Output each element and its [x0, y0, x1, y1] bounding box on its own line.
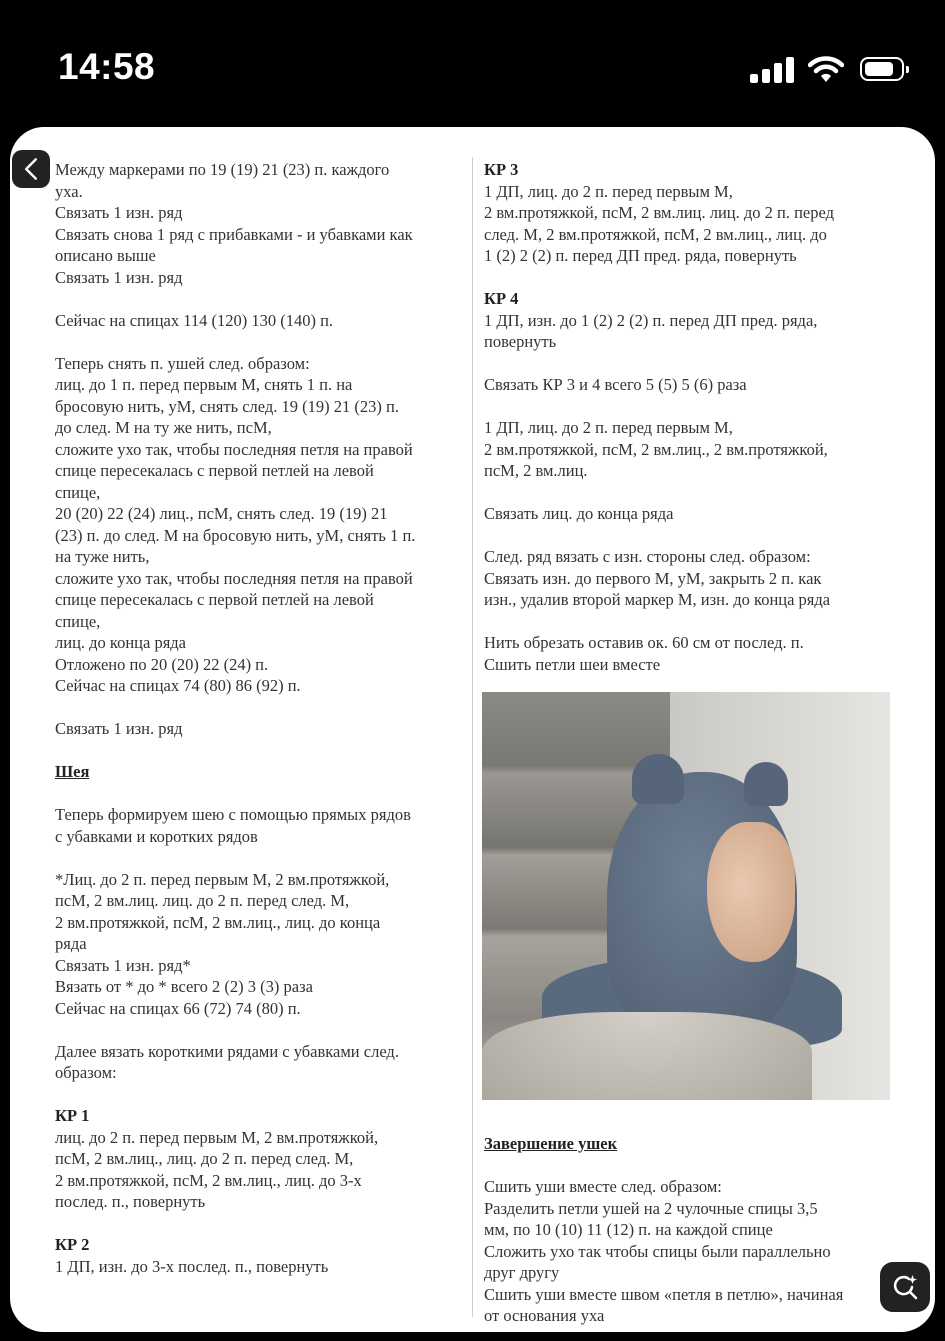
text-line: изн., удалив второй маркер М, изн. до конца ряда — [484, 590, 831, 609]
text-line — [55, 847, 470, 869]
text-line: сложите ухо так, чтобы последняя петля на правой — [55, 568, 413, 588]
text-line: Сшить уши вместе швом «петля в петлю», начиная — [484, 1284, 844, 1304]
text-line: с убавками и коротких рядов — [55, 826, 258, 846]
text-line: Теперь снять п. ушей след. образом: — [55, 353, 310, 373]
text-line — [55, 740, 470, 762]
text-line — [55, 1019, 470, 1041]
text-line: лиц. до конца ряда — [55, 633, 187, 652]
visual-search-button[interactable] — [880, 1262, 930, 1312]
text-line: 2 вм.протяжкой, псМ, 2 вм.лиц., лиц. до 3-х — [55, 1170, 362, 1190]
text-line: псМ, 2 вм.лиц. — [484, 461, 588, 480]
section-heading: КР 1 — [55, 1106, 90, 1125]
text-line: Связать 1 изн. ряд* — [55, 955, 191, 975]
text-line: спице пересекалась с первой петлей на левой — [55, 461, 374, 480]
text-line: 1 ДП, изн. до 3-х послед. п., повернуть — [55, 1256, 329, 1276]
text-line: Связать КР 3 и 4 всего 5 (5) 5 (6) раза — [484, 375, 747, 394]
section-heading: Завершение ушек — [484, 1134, 618, 1153]
text-line: Отложено по 20 (20) 22 (24) п. — [55, 654, 269, 674]
text-line: 1 ДП, изн. до 1 (2) 2 (2) п. перед ДП пред. ряда, — [484, 310, 818, 330]
text-line — [484, 267, 904, 289]
document-viewer — [10, 127, 935, 1332]
text-line: друг другу — [484, 1263, 560, 1282]
text-line: Разделить петли ушей на 2 чулочные спицы 3,5 — [484, 1198, 818, 1218]
text-line: Между маркерами по 19 (19) 21 (23) п. каждого — [55, 160, 390, 179]
text-line: Сейчас на спицах 114 (120) 130 (140) п. — [55, 310, 334, 330]
text-line: 20 (20) 22 (24) лиц., псМ, снять след. 19 (19) 21 — [55, 504, 388, 523]
text-line: (23) п. до след. М на бросовую нить, уМ, снять 1 п. — [55, 525, 416, 545]
text-line — [484, 353, 904, 375]
text-line — [484, 1155, 904, 1177]
status-bar — [0, 0, 945, 125]
text-line: сложите ухо так, чтобы последняя петля на правой — [55, 439, 413, 459]
text-line: псМ, 2 вм.лиц., лиц. до 2 п. перед след. М, — [55, 1149, 354, 1168]
text-line: след. М, 2 вм.протяжкой, псМ, 2 вм.лиц., лиц. до — [484, 224, 827, 244]
text-line: Сложить ухо так чтобы спицы были параллельно — [484, 1241, 831, 1261]
text-line — [484, 525, 904, 547]
text-line: 1 (2) 2 (2) п. перед ДП пред. ряда, повернуть — [484, 246, 797, 265]
text-line: Связать 1 изн. ряд — [55, 203, 183, 222]
text-line: *Лиц. до 2 п. перед первым М, 2 вм.протяжкой, — [55, 869, 390, 889]
text-line — [55, 1213, 470, 1235]
text-line — [55, 1084, 470, 1106]
text-line: 1 ДП, лиц. до 2 п. перед первым М, — [484, 181, 733, 201]
text-line: Связать лиц. до конца ряда — [484, 504, 674, 523]
text-line: спице, — [55, 611, 101, 631]
text-line: описано выше — [55, 246, 156, 265]
text-line: Связать изн. до первого М, уМ, закрыть 2 п. как — [484, 568, 822, 588]
text-line: Сшить петли шеи вместе — [484, 654, 661, 674]
right-column-upper-text — [484, 159, 904, 675]
text-line: послед. п., повернуть — [55, 1192, 206, 1211]
section-heading: КР 3 — [484, 160, 519, 179]
text-line: Сейчас на спицах 66 (72) 74 (80) п. — [55, 998, 301, 1018]
left-column — [55, 159, 470, 1277]
child-in-knitted-hood-photo — [482, 692, 890, 1100]
status-time: 14:58 — [58, 46, 156, 87]
section-heading: КР 4 — [484, 289, 519, 308]
section-heading: Шея — [55, 762, 90, 781]
text-line: лиц. до 2 п. перед первым М, 2 вм.протяжкой, — [55, 1127, 379, 1147]
text-line: Далее вязать короткими рядами с убавками след. — [55, 1041, 399, 1061]
text-line: псМ, 2 вм.лиц. лиц. до 2 п. перед след. М, — [55, 891, 350, 910]
text-line: 1 ДП, лиц. до 2 п. перед первым М, — [484, 418, 733, 437]
chevron-left-icon — [23, 157, 39, 181]
right-column — [484, 159, 904, 1325]
text-line: 2 вм.протяжкой, псМ, 2 вм.лиц. лиц. до 2 п. перед — [484, 203, 834, 222]
back-button[interactable] — [12, 150, 50, 188]
text-line — [484, 482, 904, 504]
section-heading: КР 2 — [55, 1235, 90, 1254]
text-line: до след. М на ту же нить, псМ, — [55, 418, 272, 437]
text-line: След. ряд вязать с изн. стороны след. образом: — [484, 547, 811, 566]
text-line: уха. — [55, 181, 83, 201]
signal-bars-icon — [750, 57, 794, 83]
column-divider — [472, 157, 473, 1317]
text-line: спице, — [55, 482, 101, 502]
text-line: Сейчас на спицах 74 (80) 86 (92) п. — [55, 676, 301, 695]
text-line — [484, 396, 904, 418]
text-line: лиц. до 1 п. перед первым М, снять 1 п. на — [55, 375, 353, 394]
text-line — [55, 783, 470, 805]
text-line — [484, 611, 904, 633]
text-line: на туже нить, — [55, 547, 150, 566]
text-line — [55, 697, 470, 719]
text-line: бросовую нить, уМ, снять след. 19 (19) 21 (23) п. — [55, 396, 399, 416]
text-line: ряда — [55, 934, 87, 953]
text-line: Связать 1 изн. ряд — [55, 719, 183, 738]
battery-icon — [860, 57, 904, 81]
text-line: мм, по 10 (10) 11 (12) п. на каждой спице — [484, 1220, 773, 1239]
right-column-lower-text — [484, 1133, 904, 1327]
text-line: Связать 1 изн. ряд — [55, 267, 183, 287]
text-line: Теперь формируем шею с помощью прямых рядов — [55, 805, 411, 824]
text-line: Сшить уши вместе след. образом: — [484, 1177, 722, 1196]
text-line: Нить обрезать оставив ок. 60 см от послед. п. — [484, 633, 804, 652]
text-line: образом: — [55, 1063, 117, 1082]
text-line: Вязать от * до * всего 2 (2) 3 (3) раза — [55, 977, 313, 996]
text-line: Связать снова 1 ряд с прибавками - и убавками как — [55, 224, 413, 244]
text-line: спице пересекалась с первой петлей на левой — [55, 590, 374, 609]
text-line — [55, 288, 470, 310]
text-line: от основания уха — [484, 1306, 605, 1325]
text-line: повернуть — [484, 332, 557, 351]
text-line — [55, 331, 470, 353]
text-line: 2 вм.протяжкой, псМ, 2 вм.лиц., 2 вм.протяжкой, — [484, 439, 828, 459]
wifi-icon — [808, 54, 844, 84]
visual-search-icon — [890, 1272, 920, 1302]
text-line: 2 вм.протяжкой, псМ, 2 вм.лиц., лиц. до конца — [55, 912, 381, 932]
